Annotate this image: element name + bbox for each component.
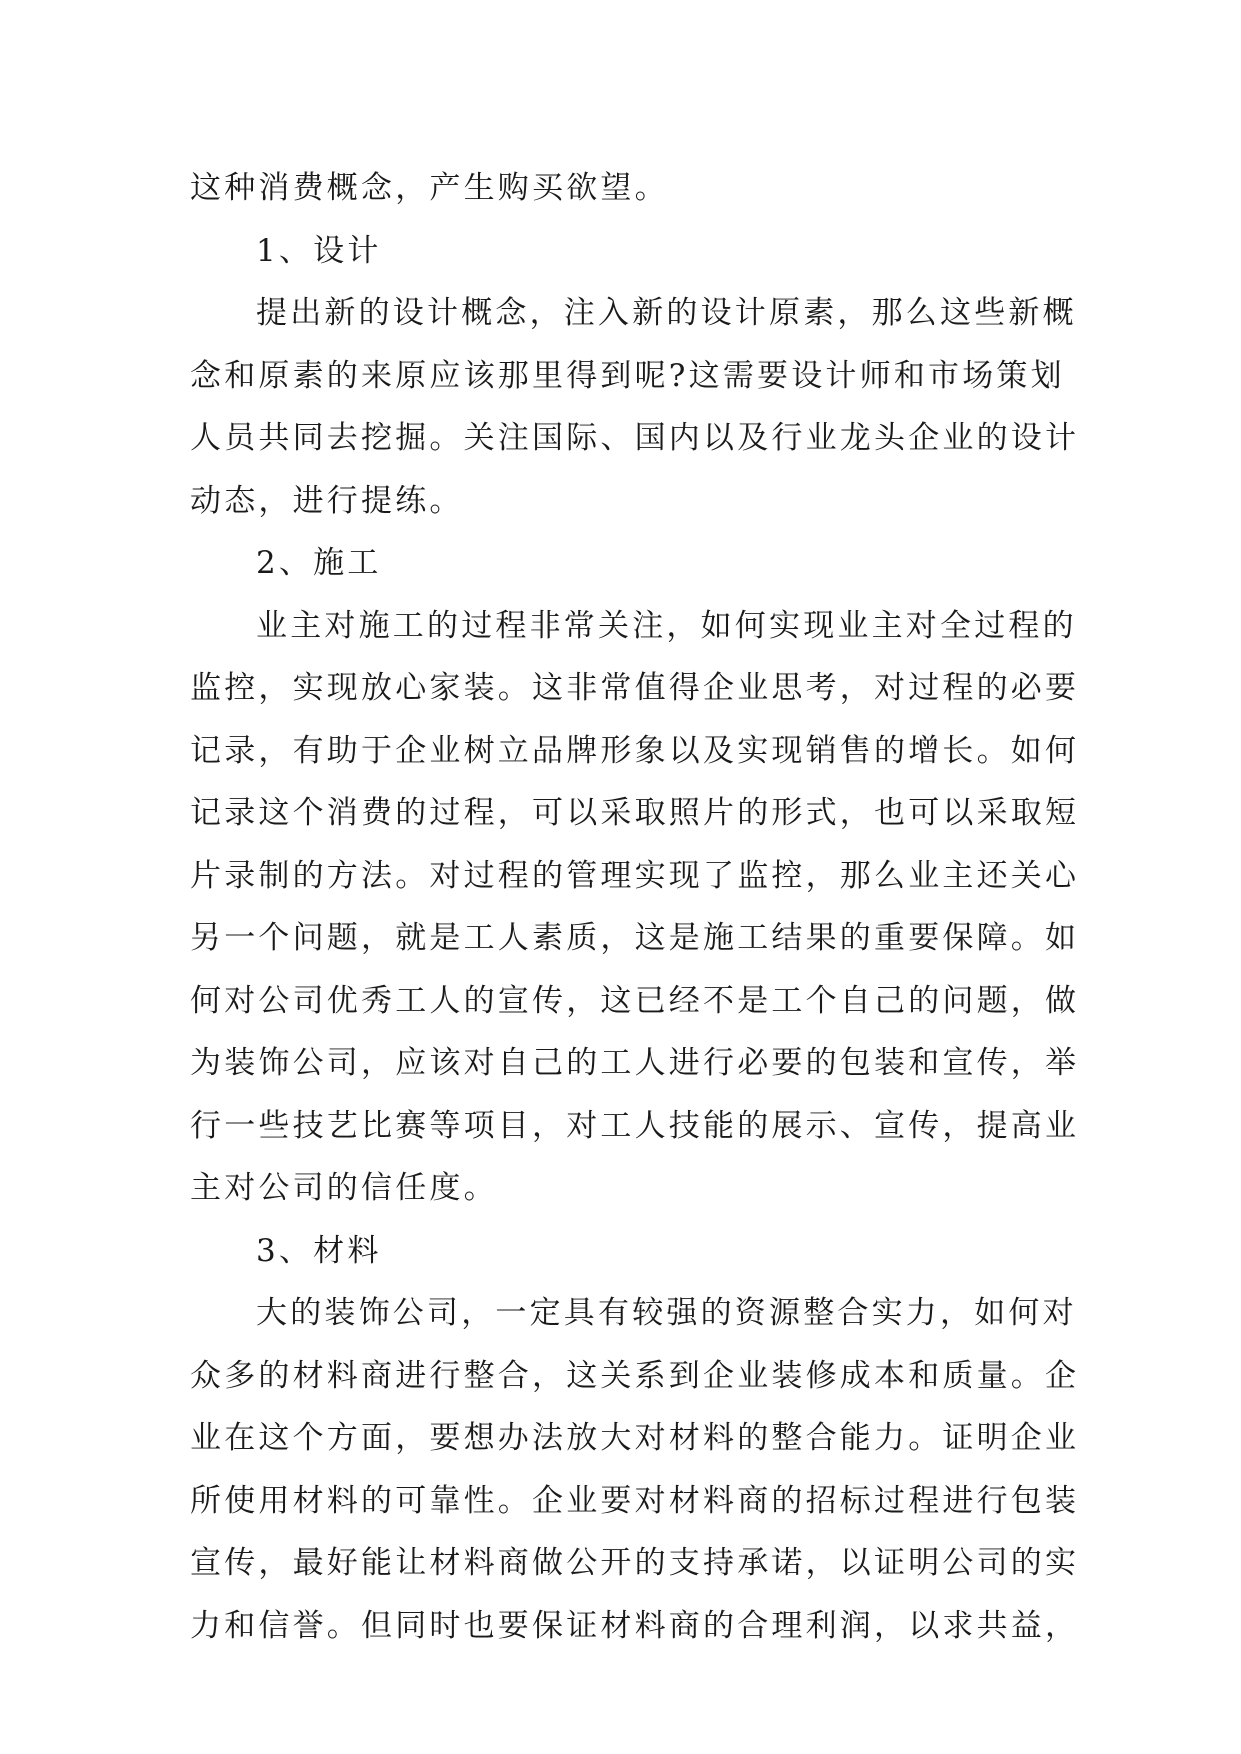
paragraph-line: 另一个问题，就是工人素质，这是施工结果的重要保障。如 xyxy=(190,920,1080,956)
paragraph-line: 动态，进行提练。 xyxy=(190,482,464,519)
paragraph-line: 监控，实现放心家装。这非常值得企业思考，对过程的必要 xyxy=(190,670,1080,706)
paragraph-line: 为装饰公司，应该对自己的工人进行必要的包装和宣传，举 xyxy=(190,1045,1080,1081)
paragraph-line: 人员共同去挖掘。关注国际、国内以及行业龙头企业的设计 xyxy=(190,420,1080,456)
paragraph-line: 众多的材料商进行整合，这关系到企业装修成本和质量。企 xyxy=(190,1357,1080,1394)
paragraph-line: 业在这个方面，要想办法放大对材料的整合能力。证明企业 xyxy=(190,1420,1080,1456)
section-heading: 3、材料 xyxy=(256,1232,382,1269)
body-text xyxy=(190,157,1080,1657)
paragraph-line: 力和信誉。但同时也要保证材料商的合理利润，以求共益， xyxy=(190,1607,1080,1644)
paragraph-line: 宣传，最好能让材料商做公开的支持承诺，以证明公司的实 xyxy=(190,1545,1080,1581)
paragraph-line: 记录这个消费的过程，可以采取照片的形式，也可以采取短 xyxy=(190,795,1080,831)
paragraph-line: 所使用材料的可靠性。企业要对材料商的招标过程进行包装 xyxy=(190,1482,1080,1519)
paragraph-line: 片录制的方法。对过程的管理实现了监控，那么业主还关心 xyxy=(190,857,1080,894)
paragraph-line: 这种消费概念，产生购买欲望。 xyxy=(190,170,669,206)
paragraph-line: 业主对施工的过程非常关注，如何实现业主对全过程的 xyxy=(256,607,1077,644)
paragraph-line: 提出新的设计概念，注入新的设计原素，那么这些新概 xyxy=(256,295,1077,331)
paragraph-line: 念和原素的来原应该那里得到呢?这需要设计师和市场策划 xyxy=(190,357,1065,394)
paragraph-line: 何对公司优秀工人的宣传，这已经不是工个自己的问题，做 xyxy=(190,982,1080,1019)
paragraph-line: 主对公司的信任度。 xyxy=(190,1170,498,1206)
section-heading: 1、设计 xyxy=(256,232,382,269)
paragraph-line: 行一些技艺比赛等项目，对工人技能的展示、宣传，提高业 xyxy=(190,1107,1080,1144)
paragraph-line: 大的装饰公司，一定具有较强的资源整合实力，如何对 xyxy=(256,1295,1077,1331)
paragraph-line: 记录，有助于企业树立品牌形象以及实现销售的增长。如何 xyxy=(190,732,1080,769)
section-heading: 2、施工 xyxy=(256,545,382,581)
